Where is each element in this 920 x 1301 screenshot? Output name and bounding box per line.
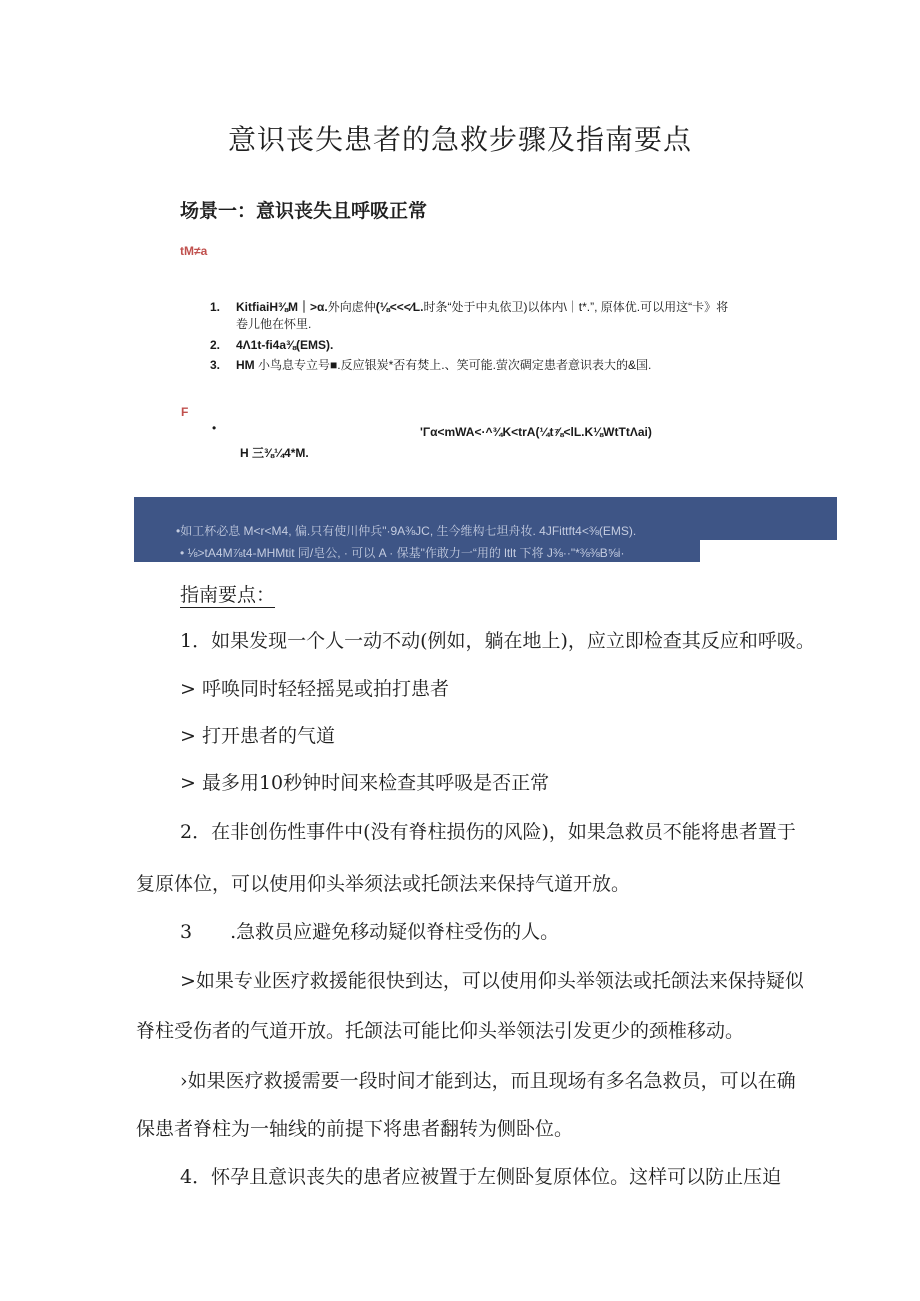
red-label: tM≠a bbox=[180, 244, 208, 258]
bullet-sub: H 三⅜¼4*M. bbox=[240, 446, 309, 460]
red-f-label: F bbox=[181, 405, 189, 419]
guide-para-1: 1．如果发现一个人一动不动(例如，躺在地上)，应立即检查其反应和呼吸。 bbox=[180, 630, 815, 652]
step-text: 4Λ1t-fi4a⅜(EMS). bbox=[236, 338, 334, 352]
bullet-dot: • bbox=[212, 421, 217, 435]
guide-para-3a: >如果专业医疗救援能很快到达，可以使用仰头举领法或托颌法来保持疑似 bbox=[180, 970, 804, 992]
guide-para-3b-cont: 保患者脊柱为一轴线的前提下将患者翻转为侧卧位。 bbox=[136, 1118, 574, 1140]
bullet-line: 'Γα<mWA<·^¾K<trA(¼t⅞<lL.K⅛WtTtΛai) bbox=[420, 425, 652, 439]
bar-line-1: •如工杯必息 M<r<M4, 偏.只有使川仲兵"·9A⅜JC, 生今维构七坦舟妆. 4JFittft4<⅜(EMS). bbox=[176, 524, 637, 538]
guide-para-2-cont: 复原体位，可以使用仰头举须法或托颌法来保持气道开放。 bbox=[136, 873, 631, 895]
step-text: HM 小鸟息专立号■.反应银炭*否有焚上.、笑可能.萤次碉定患者意识表大的&国. bbox=[236, 358, 652, 372]
step-2 bbox=[210, 337, 830, 355]
guide-bullet-3: > 最多用10秒钟时间来检查其呼吸是否正常 bbox=[180, 772, 550, 794]
guide-para-4: 4．怀孕且意识丧失的患者应被置于左侧卧复原体位。这样可以防止压迫 bbox=[180, 1166, 782, 1188]
step-3 bbox=[210, 357, 830, 375]
step-1 bbox=[210, 299, 830, 339]
page-title: 意识丧失患者的急救步骤及指南要点 bbox=[227, 123, 692, 156]
guide-para-2: 2．在非创伤性事件中(没有脊柱损伤的风险)，如果急救员不能将患者置于 bbox=[180, 821, 796, 843]
guide-para-3a-cont: 脊柱受伤者的气道开放。托颌法可能比仰头举领法引发更少的颈椎移动。 bbox=[136, 1020, 745, 1042]
guide-para-3b: ›如果医疗救援需要一段时间才能到达，而且现场有多名急救员，可以在确 bbox=[180, 1070, 796, 1092]
bar-line-2: • ⅛>tA4M⅞t4-MHMtit 同/皂公, · 可以 A · 保基"作敢力一“用的 ltlt 下将 J⅜··"*⅜⅜B⅝i· bbox=[180, 546, 625, 560]
step-number: 3. bbox=[210, 358, 221, 372]
step-text: KitfiaiH⅜M｜>α.外向虑仲(⅛<<<⁄L.时条“处于中丸依卫)以体内\｜t*.”, 原体优.可以用这“卡》将 卷儿他在怀里. bbox=[236, 300, 729, 331]
guide-bullet-2: > 打开患者的气道 bbox=[180, 725, 335, 747]
step-number: 2. bbox=[210, 338, 221, 352]
guide-para-3: 3 .急救员应避免移动疑似脊柱受伤的人。 bbox=[180, 921, 560, 943]
step-number: 1. bbox=[210, 300, 221, 314]
guide-heading: 指南要点： bbox=[180, 584, 276, 606]
guide-bullet-1: > 呼唤同时轻轻摇晃或拍打患者 bbox=[180, 678, 449, 700]
scene-heading: 场景一：意识丧失且呼吸正常 bbox=[180, 200, 428, 222]
